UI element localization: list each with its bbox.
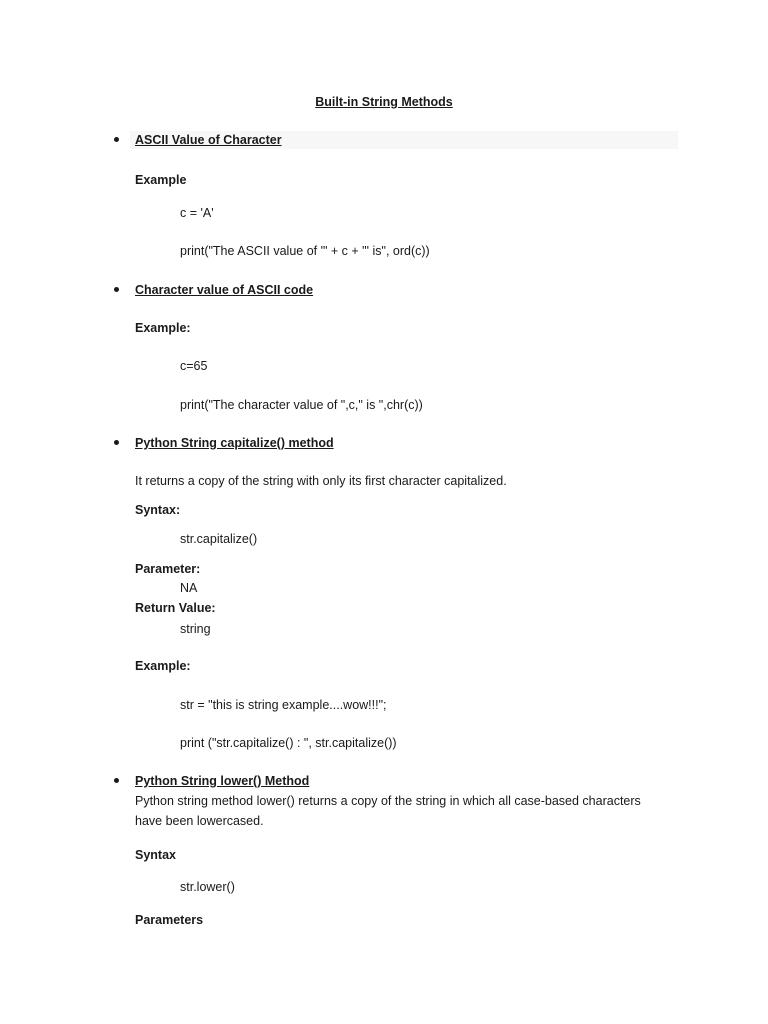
code-line: str = "this is string example....wow!!!"; [180,698,387,712]
syntax-code: str.capitalize() [180,532,258,546]
bullet-icon [114,778,119,783]
example-label: Example [135,173,187,187]
section-heading-capitalize: Python String capitalize() method [135,436,334,450]
bullet-icon [114,287,119,292]
section-description: Python string method lower() returns a copy of the string in which all case-based characters have been lowercased. [135,794,641,828]
document-title: Built-in String Methods [315,95,453,109]
section-heading-lower: Python String lower() Method [135,774,310,788]
bullet-icon [114,440,119,445]
parameters-label: Parameters [135,913,204,927]
code-line: print("The character value of ",c," is ",chr(c)) [180,398,423,412]
section-heading-character-value: Character value of ASCII code [135,283,314,297]
return-value: string [180,622,211,636]
code-line: c=65 [180,359,208,373]
parameter-label: Parameter: [135,562,201,576]
parameter-value: NA [180,581,198,595]
example-label: Example: [135,659,191,673]
example-label: Example: [135,321,191,335]
syntax-code: str.lower() [180,880,235,894]
section-heading-ascii-value: ASCII Value of Character [135,133,282,147]
code-line: print ("str.capitalize() : ", str.capitalize()) [180,736,397,750]
code-line: c = 'A' [180,206,214,220]
syntax-label: Syntax [135,848,176,862]
return-value-label: Return Value: [135,601,216,615]
syntax-label: Syntax: [135,503,181,517]
code-line: print("The ASCII value of '" + c + "' is", ord(c)) [180,244,430,258]
section-description: It returns a copy of the string with only its first character capitalized. [135,474,507,488]
bullet-icon [114,137,119,142]
